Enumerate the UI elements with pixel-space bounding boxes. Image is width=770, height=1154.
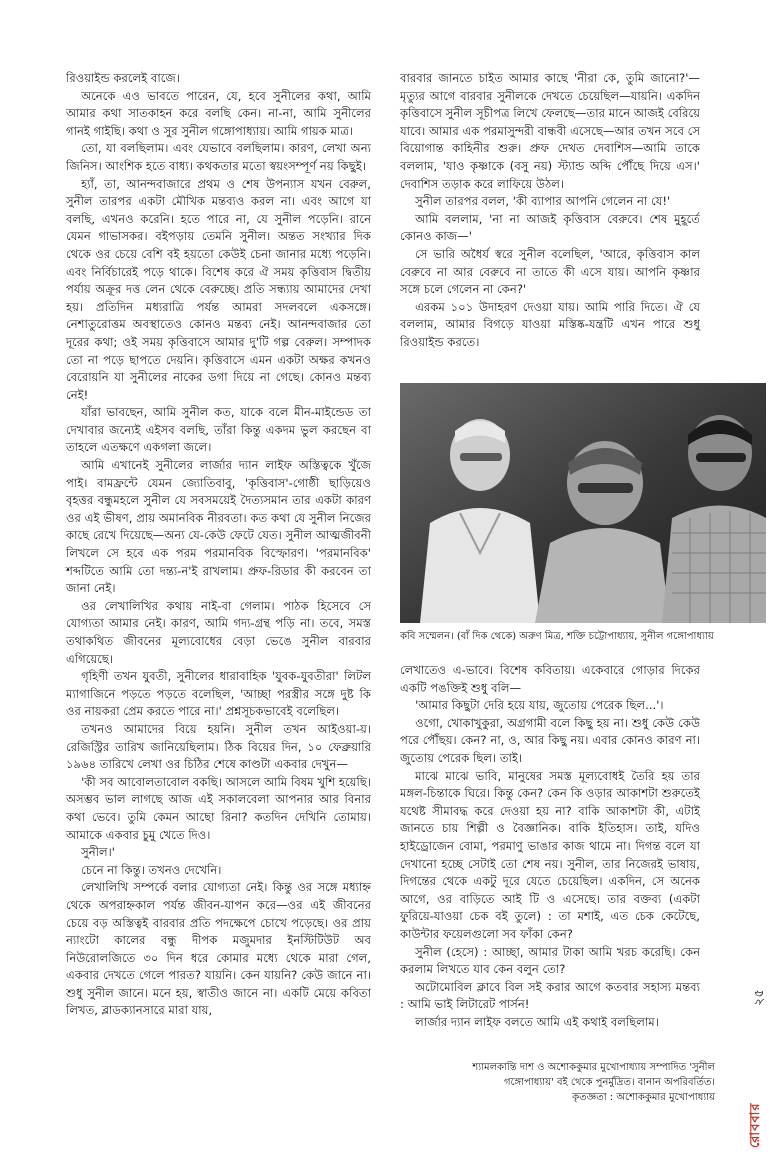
photo-illustration [400,383,766,623]
paragraph: চেনে না কিন্তু। তখনও দেখেনি। [81,862,222,877]
paragraph: অনেকে এও ভাবতে পারেন, যে, হবে সুনীলের কথা, আমি আমার কথা সাতকাহন করে বলছি কেন। না-না, আমি সুনীলের গানই গাইছি। কথা ও সুর সুনীল গঙ্গোপাধ্যায়। আমি গায়ক মাত্র। [66,88,371,138]
paragraph: সে ভারি অধৈর্য স্বরে সুনীল বলেছিল, 'আরে, কৃত্তিবাস কাল বেরুবে না আর বেরুবে না তাতে কী এসে যায়। আপনি কৃষ্ণার সঙ্গে চলে গেলেন না কেন?' [400,246,700,297]
paragraph: গৃহিণী তখন যুবতী, সুনীলের ধারাবাহিক 'যুবক-যুবতীরা' লিটল ম্যাগাজিনে পড়তে পড়তে বলেছিল, 'আচ্ছা পরস্ত্রীর সঙ্গে দুষ্ট কি ওর নায়করা প্রেম করতে পারে না।' প্রশ্নসূচকভাবেই বলেছিল। [66,669,371,719]
acknowledgement: কৃতজ্ঞতা : অশোককুমার মুখোপাধ্যায় [572,1092,715,1103]
article-right-column-bottom [400,662,700,1031]
event-photo [400,383,766,623]
paragraph: যাঁরা ভাবছেন, আমি সুনীল কত, যাকে বলে মীন-মাইন্ডেড তা দেখাবার জন্যেই এইসব বলছি, তাঁরা কিন্তু একদম ভুল করছেন বা তাহলে এতক্ষণে একগলা জলে। [66,405,371,455]
paragraph: ওর লেখালিখির কথায় নাই-বা গেলাম। পাঠক হিসেবে সে যোগ্যতা আমার নেই। কারণ, আমি গদ্য-গ্রন্থ পড়ি না। তবে, সমস্ত তথাকথিত জীবনের মূল্যবোধের বেড়া ভেঙে সুনীল বারবার এগিয়েছে। [66,598,371,666]
paragraph: আমি এখানেই সুনীলের লার্জার দ্যান লাইফ অস্তিত্বকে খুঁজে পাই। বামফ্রন্টে যেমন জ্যোতিবাবু, 'কৃত্তিবাস'-গোষ্ঠী ছাড়িয়েও বৃহত্তর বন্ধুমহলে সুনীল যে সবসময়েই দৈত্যসমান তার একটা কারণ ওর এই ভীষণ, প্রায় অমানবিক নীরবতা। কত কথা যে সুনীল নিজের কাছে রেখে দিয়েছে—অন্য যে-কেউ ফেটে যেত। সুনীল আত্মজীবনী লিখলে সে হবে এক পরম পরমানবিক বিস্ফোরণ। 'পরমানবিক' শব্দটিতে আমি তো দন্ত্য-ন'ই রাখলাম। প্রুফ-রিডার কী করবেন তা জানা নেই। [66,458,371,596]
article-left-column [66,70,371,1020]
page-number: ২৫ [752,989,767,1006]
paragraph: এরকম ১০১ উদাহরণ দেওয়া যায়। আমি পারি দিতে। ঐ যে বললাম, আমার বিগড়ে যাওয়া মস্তিষ্ক-যন্ত্রটি এখন পারে শুধু রিওয়াইন্ড করতে। [400,299,700,349]
paragraph: মাঝে মাঝে ভাবি, মানুষের সমস্ত মূল্যবোধই তৈরি হয় তার মঙ্গল-চিন্তাকে ঘিরে। কিন্তু কেন? কেন কি ওড়ার আকাশটা শুরুতেই যথেষ্ট সীমাবদ্ধ করে দেওয়া হয় না? বাকি আকাশটা কী, এটাই জানতে চায় শিল্পী ও বৈজ্ঞানিক। বাকি ইতিহাস। তাই, যদিও হাইড্রোজেন বোমা, পরমাণু ভাঙার কাজ থামে না। দিগন্ত বলে যা দেখানো হচ্ছে সেটাই তো শেষ নয়। সুনীল, তার নিজেরই ভাষায়, দিগন্তের থেকে একটু দূরে যেতে চেয়েছিল। একদিন, সে অনেক আগে, ওর বাড়িতে আই টি ও এসেছে। তার বক্তব্য (একটা ফুরিয়ে-যাওয়া চেক বই তুলে) : তা মশাই, এত চেক কেটেছে, কাউন্টার ফয়েলগুলো সব ফাঁকা কেন? [400,768,700,941]
paragraph: সুনীল (হেসে) : আচ্ছা, আমার টাকা আমি খরচ করেছি। কেন করলাম লিখতে যাব কেন বলুন তো? [400,944,700,977]
paragraph: সুনীল।' [81,845,115,860]
paragraph: লেখালিখি সম্পর্কে বলার যোগ্যতা নেই। কিন্তু ওর সঙ্গে মধ্যাহ্ন থেকে অপরাহ্নকাল পর্যন্ত জীবন-যাপন করে—ওর এই জীবনের চেয়ে বড় অস্তিত্বই বারবার প্রতি পদক্ষেপে চোখে পড়েছে। ওর প্রায় ন্যাংটো কালের বন্ধু দীপক মজুমদার ইনস্টিটিউট অব নিউরোলজিতে ৩০ দিন ধরে কোমার মধ্যে থেকে মারা গেল, একবার দেখতে গেলে পারত? যায়নি। কেন যায়নি? কেউ জানে না। শুধু সুনীল জানে। মনে হয়, স্বাতীও জানে না। একটি মেয়ে কবিতা লিখত, ব্লাডক্যানসারে মারা যায়, [66,880,371,1018]
magazine-name: রোববার [748,1102,763,1148]
paragraph: সুনীল তারপর বলল, 'কী ব্যাপার আপনি গেলেন না যে!' [415,194,671,209]
paragraph: লেখাতেও এ-ভাবে। বিশেষ কবিতায়। একেবারে গোড়ার দিকের একটি পঙক্তিই শুধু বলি— [400,663,700,695]
credits-block [440,1060,715,1105]
article-right-column-top [400,70,700,352]
paragraph: 'আমার কিছুটা দেরি হয়ে যায়, জুতোয় পেরেক ছিল...'। [415,698,664,713]
paragraph: অটোমোবিল ক্লাবে বিল সই করার আগে কতবার সহাস্য মন্তব্য : আমি ভাই লিটারেট পার্সন! [400,979,700,1012]
paragraph: তো, যা বলছিলাম। এবং যেভাবে বলছিলাম। কারণ, লেখা অন্য জিনিস। আংশিক হতে বাধ্য। কথকতার মতো স্বয়ংসম্পূর্ণ নয় কিছুই। [66,141,371,173]
paragraph: রিওয়াইন্ড করলেই বাজে। [66,71,180,85]
paragraph: আমি বললাম, 'না না আজই কৃত্তিবাস বেরুবে। শেষ মুহূর্তে কোনও কাজ—' [400,211,700,244]
paragraph: বারবার জানতে চাইত আমার কাছে 'নীরা কে, তুমি জানো?'—মৃত্যুর আগে বারবার সুনীলকে দেখতে চেয়েছিল—যায়নি। একদিন কৃত্তিবাসে সুনীল সূচীপত্র লিখে ফেলছে—তার মানে আজই বেরিয়ে যাবে। আমার এক পরমাসুন্দরী বান্ধবী এসেছে—আর তখন সবে সে বিয়োগান্ত কাহিনীর শুরু। প্রুফ দেখত দেবাশিস—আমি তাকে বললাম, 'যাও কৃষ্ণাকে (বসু নয়) স্ট্যান্ড অব্দি পৌঁছে দিয়ে এস।' দেবাশিস তড়াক করে লাফিয়ে উঠল। [400,71,700,191]
paragraph: হ্যাঁ, তা, আনন্দবাজারে প্রথম ও শেষ উপন্যাস যখন বেরুল, সুনীল তারপর একটা মৌখিক মন্তব্যও করল না। এবং আগে যা বলছি, এখনও করেনি। হতে পারে না, যে সুনীল পড়েনি। রানে যেমন গাভাসকর। বইপড়ায় তেমনি সুনীল। অন্তত সংখ্যার দিক থেকে ওর চেয়ে বেশি বই হয়তো কেউই চেনা জানার মধ্যে পড়েনি। এবং নির্বিচারেই পড়ে থাকে। বিশেষ করে ঐ সময় কৃত্তিবাস দ্বিতীয় পর্যায় অক্রূর দত্ত লেন থেকে বেরুচ্ছে। প্রতি সন্ধ্যায় আমাদের দেখা হয়। প্রতিদিন মধ্যরাত্রি পর্যন্ত আমরা সদলবলে একসঙ্গে। নেশাতুরোত্তম অবস্থাতেও কোনও মন্তব্য নেই। আনন্দবাজার তো দূরের কথা; ওই সময় কৃত্তিবাসে আমার দু'টি গল্প বেরুল। সম্পাদক তো না পড়ে ছাপতে দেয়নি। কৃত্তিবাসে এমন একটা অক্ষর কখনও বেরোয়নি যা সুনীলের নাকের ডগা দিয়ে না গেছে। কোনও মন্তব্য নেই! [66,176,371,402]
source-note: শ্যামলকান্তি দাশ ও অশোককুমার মুখোপাধ্যায় সম্পাদিত 'সুনীল গঙ্গোপাধ্যায়' বই থেকে পুনর্মুদ্রিত। বানান অপরিবর্তিত। [472,1062,715,1088]
photo-caption: কবি সম্মেলন। (বাঁ দিক থেকে) অরুণ মিত্র, শক্তি চট্টোপাধ্যায়, সুনীল গঙ্গোপাধ্যায় [400,631,714,642]
paragraph: লার্জার দ্যান লাইফ বলতে আমি এই কথাই বলছিলাম। [415,1014,659,1029]
paragraph: 'কী সব আবোলতাবোল বকছি। আসলে আমি বিষম খুশি হয়েছি। অসম্ভব ভাল লাগছে আজ এই সকালবেলা আপনার আর বিনার কথা ভেবে। তুমি কেমন আছো রিনা? কতদিন দেখিনি তোমায়। আমাকে একবার চুমু খেতে দিও। [66,774,371,842]
paragraph: ওগো, খোকাখুকুরা, অগ্রগামী বলে কিছু হয় না। শুধু কেউ কেউ পরে পৌঁছয়। কেন? না, ও, আর কিছু নয়। এবার কোনও কারণ না। জুতোয় পেরেক ছিল। তাই। [400,715,700,765]
paragraph: তখনও আমাদের বিয়ে হয়নি। সুনীল তখন আইওয়া-য়। রেজিস্ট্রির তারিখ জানিয়েছিলাম। ঠিক বিয়ের দিন, ১০ ফেব্রুয়ারি ১৯৬৪ তারিখে লেখা ওর চিঠির শেষে কাণ্ডটা একবার দেখুন— [66,721,371,772]
